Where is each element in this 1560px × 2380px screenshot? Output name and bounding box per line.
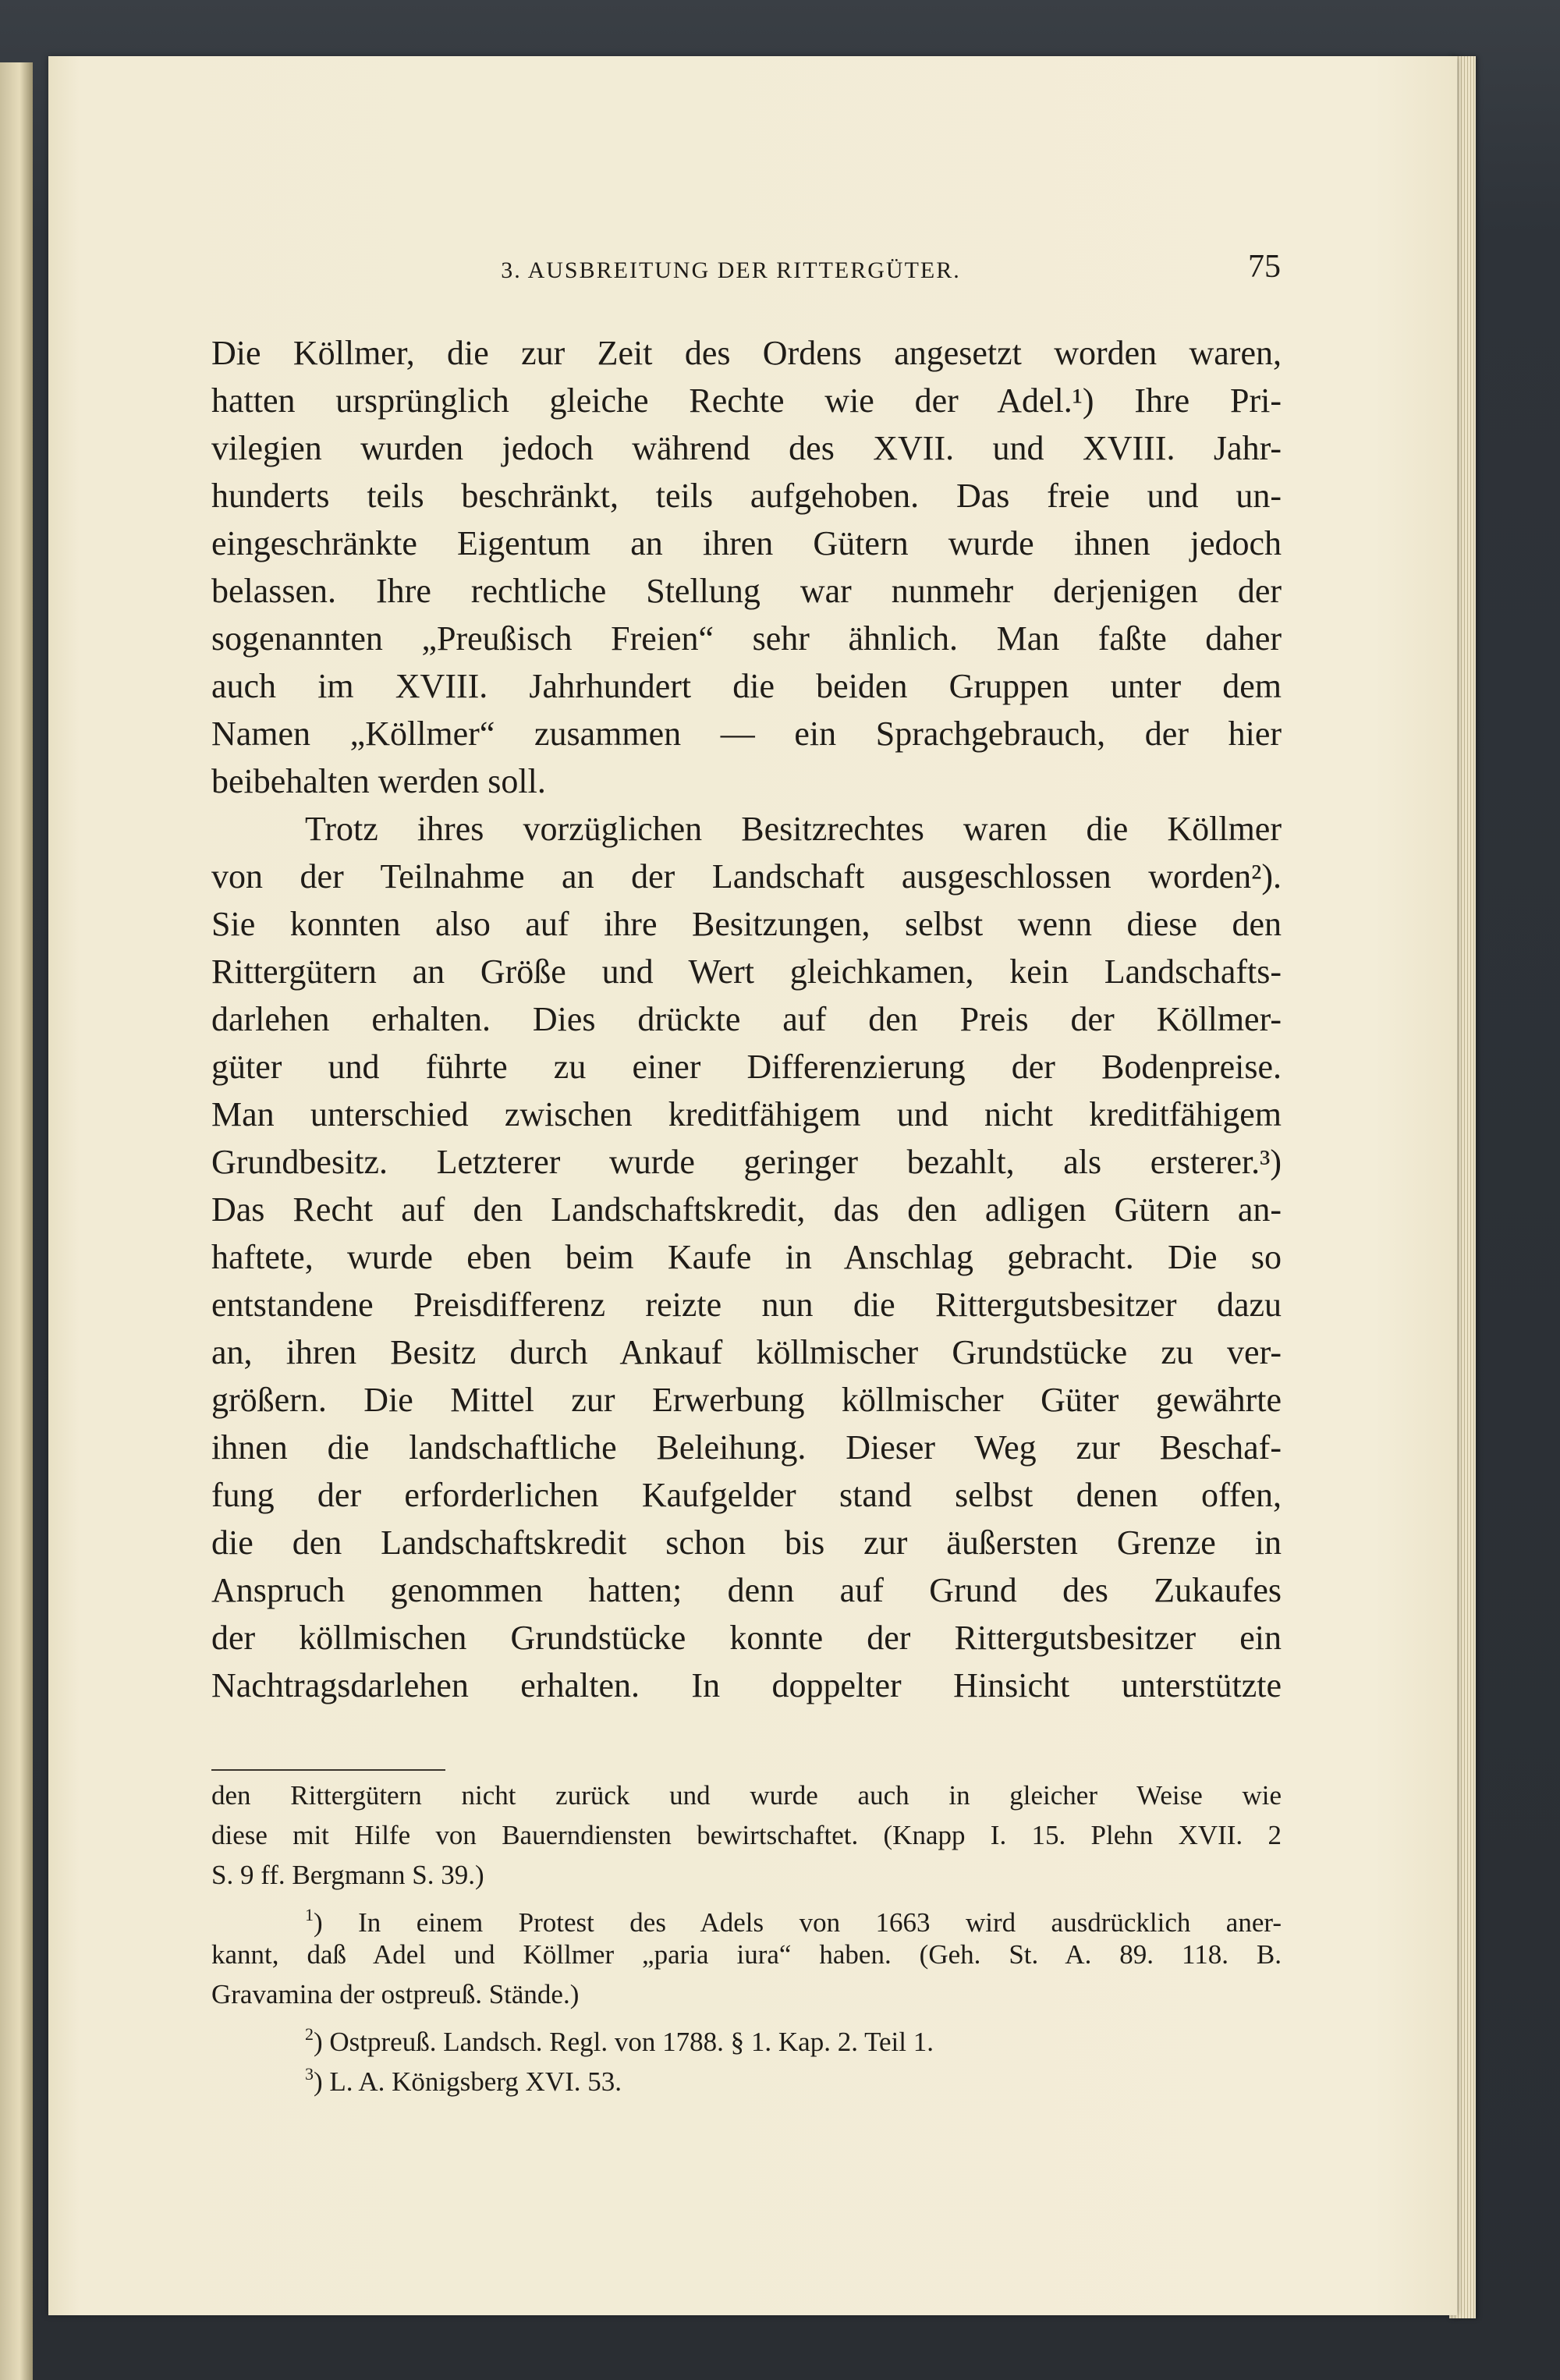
body-line: von der Teilnahme an der Landschaft ausgeschlossen worden²). <box>211 857 1282 896</box>
body-line: vilegien wurden jedoch während des XVII. und XVIII. Jahr- <box>211 429 1282 467</box>
body-line: an, ihren Besitz durch Ankauf köllmischer Grundstücke zu ver- <box>211 1333 1282 1371</box>
body-line: hatten ursprünglich gleiche Rechte wie der Adel.¹) Ihre Pri- <box>211 381 1282 420</box>
page-number: 75 <box>1248 249 1281 285</box>
body-line: Die Köllmer, die zur Zeit des Ordens angesetzt worden waren, <box>211 334 1282 372</box>
body-line: belassen. Ihre rechtliche Stellung war nunmehr derjenigen der <box>211 572 1282 610</box>
body-line: Namen „Köllmer“ zusammen — ein Sprachgebrauch, der hier <box>211 715 1282 753</box>
body-line: Grundbesitz. Letzterer wurde geringer bezahlt, als ersterer.³) <box>211 1143 1282 1181</box>
body-line: darlehen erhalten. Dies drückte auf den Preis der Köllmer- <box>211 1000 1282 1038</box>
footnote-1 <box>211 1895 1282 1938</box>
book-page <box>48 56 1457 2315</box>
body-line: eingeschränkte Eigentum an ihren Gütern wurde ihnen jedoch <box>211 524 1282 562</box>
body-line: güter und führte zu einer Differenzierung der Bodenpreise. <box>211 1048 1282 1086</box>
body-line: fung der erforderlichen Kaufgelder stand selbst denen offen, <box>211 1476 1282 1514</box>
footnote-marker: 2 <box>305 2024 314 2044</box>
footnote-divider <box>211 1769 445 1771</box>
body-line: Nachtragsdarlehen erhalten. In doppelter Hinsicht unterstützte <box>211 1666 1282 1704</box>
footnote-marker: 3 <box>305 2064 314 2084</box>
running-head: 3. AUSBREITUNG DER RITTERGÜTER. <box>501 257 961 283</box>
facing-page-edge <box>0 62 33 2380</box>
body-text <box>211 329 1282 1709</box>
body-line: die den Landschaftskredit schon bis zur äußersten Grenze in <box>211 1523 1282 1562</box>
footnote-marker: 1 <box>305 1905 314 1924</box>
footnote-3 <box>211 2054 1282 2097</box>
body-line: der köllmischen Grundstücke konnte der Rittergutsbesitzer ein <box>211 1619 1282 1657</box>
body-line: auch im XVIII. Jahrhundert die beiden Gruppen unter dem <box>211 667 1282 705</box>
footnote-2 <box>211 2014 1282 2057</box>
body-line: Sie konnten also auf ihre Besitzungen, selbst wenn diese den <box>211 905 1282 943</box>
body-line: Anspruch genommen hatten; denn auf Grund des Zukaufes <box>211 1571 1282 1609</box>
footnote-line: S. 9 ff. Bergmann S. 39.) <box>211 1860 484 1890</box>
footnote-line: kannt, daß Adel und Köllmer „paria iura“ haben. (Geh. St. A. 89. 118. B. <box>211 1939 1282 1970</box>
footnote-line: Gravamina der ostpreuß. Stände.) <box>211 1979 580 2009</box>
body-line: beibehalten werden soll. <box>211 762 546 800</box>
body-line: sogenannten „Preußisch Freien“ sehr ähnlich. Man faßte daher <box>211 619 1282 658</box>
body-line: Man unterschied zwischen kreditfähigem und nicht kreditfähigem <box>211 1095 1282 1133</box>
body-line: ihnen die landschaftliche Beleihung. Dieser Weg zur Beschaf- <box>211 1428 1282 1467</box>
body-line: haftete, wurde eben beim Kaufe in Anschlag gebracht. Die so <box>211 1238 1282 1276</box>
footnote-text: ) Ostpreuß. Landsch. Regl. von 1788. § 1. Kap. 2. Teil 1. <box>314 2027 934 2057</box>
body-line: entstandene Preisdifferenz reizte nun die Rittergutsbesitzer dazu <box>211 1286 1282 1324</box>
footnote-line: diese mit Hilfe von Bauerndiensten bewirtschaftet. (Knapp I. 15. Plehn XVII. 2 <box>211 1820 1282 1850</box>
body-line: größern. Die Mittel zur Erwerbung köllmischer Güter gewährte <box>211 1381 1282 1419</box>
footnotes <box>211 1775 1282 2097</box>
body-line: Das Recht auf den Landschaftskredit, das den adligen Gütern an- <box>211 1190 1282 1229</box>
body-line: Trotz ihres vorzüglichen Besitzrechtes waren die Köllmer <box>305 810 1282 848</box>
footnote-text: ) L. A. Königsberg XVI. 53. <box>314 2066 622 2097</box>
body-line: Rittergütern an Größe und Wert gleichkamen, kein Landschafts- <box>211 952 1282 991</box>
body-line: hunderts teils beschränkt, teils aufgehoben. Das freie und un- <box>211 477 1282 515</box>
footnote-text: ) In einem Protest des Adels von 1663 wird ausdrücklich aner- <box>314 1907 1282 1938</box>
footnote-line: den Rittergütern nicht zurück und wurde auch in gleicher Weise wie <box>211 1780 1282 1811</box>
